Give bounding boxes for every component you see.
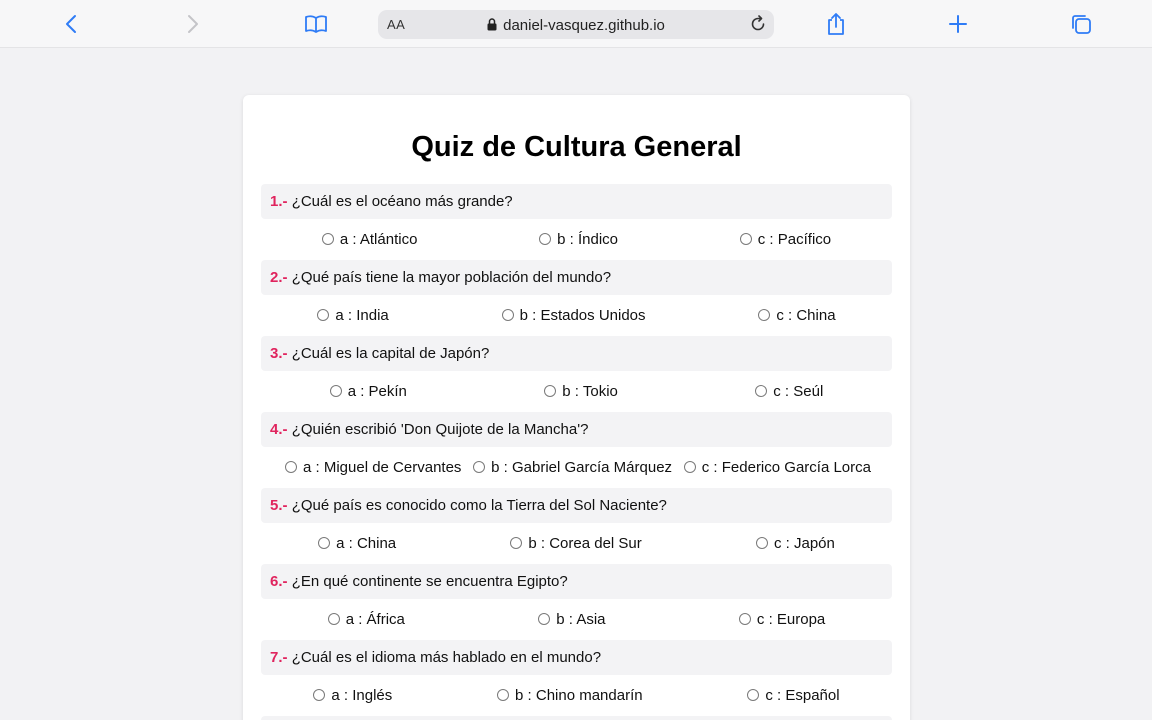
url-display[interactable]	[378, 17, 774, 34]
question-number: 7.-	[270, 649, 288, 666]
question-text: ¿Qué país es conocido como la Tierra del Sol Naciente?	[291, 497, 667, 514]
answer-option[interactable]	[473, 459, 672, 476]
reload-button[interactable]	[746, 12, 770, 36]
text-size-button[interactable]: AA	[387, 17, 406, 32]
answer-options	[261, 295, 892, 335]
quiz-card	[243, 95, 910, 720]
question-header	[261, 640, 892, 675]
radio-button[interactable]	[756, 537, 768, 549]
answer-label: b : Gabriel García Márquez	[491, 458, 673, 476]
forward-button[interactable]	[179, 10, 207, 38]
question	[261, 336, 892, 412]
question-text: ¿En qué continente se encuentra Egipto?	[291, 573, 568, 590]
url-text: daniel-vasquez.github.io	[503, 17, 665, 34]
radio-button[interactable]	[317, 309, 329, 321]
answer-option[interactable]	[497, 687, 643, 704]
back-button[interactable]	[57, 10, 85, 38]
answer-label: a : África	[345, 610, 405, 628]
question	[261, 184, 892, 260]
answer-label: a : Atlántico	[339, 230, 418, 248]
bookmarks-button[interactable]	[302, 10, 330, 38]
answer-label: c : Japón	[774, 534, 835, 552]
radio-button[interactable]	[328, 613, 340, 625]
question-header	[261, 488, 892, 523]
radio-button[interactable]	[473, 461, 485, 473]
answer-option[interactable]	[510, 535, 641, 552]
answer-options	[261, 219, 892, 259]
answer-options	[261, 523, 892, 563]
answer-option[interactable]	[285, 459, 461, 476]
book-icon	[304, 14, 328, 34]
reload-icon	[749, 15, 767, 33]
answer-options	[261, 599, 892, 639]
lock-icon	[487, 18, 497, 31]
answer-option[interactable]	[740, 231, 831, 248]
question-text: ¿Quién escribió 'Don Quijote de la Mancha'?	[291, 421, 589, 438]
answer-label: c : Federico García Lorca	[701, 458, 871, 476]
answer-label: a : India	[335, 306, 389, 324]
question	[261, 260, 892, 336]
answer-option[interactable]	[502, 307, 646, 324]
plus-icon	[948, 14, 968, 34]
answer-label: c : Pacífico	[757, 230, 832, 248]
answer-label: a : Miguel de Cervantes	[303, 458, 462, 476]
question-header	[261, 412, 892, 447]
question-text: ¿Cuál es el océano más grande?	[291, 193, 513, 210]
question	[261, 412, 892, 488]
question-number: 3.-	[270, 345, 288, 362]
question-text: ¿Cuál es el idioma más hablado en el mundo?	[291, 649, 602, 666]
answer-option[interactable]	[756, 535, 835, 552]
radio-button[interactable]	[502, 309, 514, 321]
answer-label: b : Índico	[557, 230, 619, 248]
question-header	[261, 564, 892, 599]
answer-option[interactable]	[328, 611, 405, 628]
answer-option[interactable]	[317, 307, 388, 324]
radio-button[interactable]	[497, 689, 509, 701]
answer-label: a : Pekín	[347, 382, 407, 400]
radio-button[interactable]	[510, 537, 522, 549]
answer-options	[261, 675, 892, 715]
answer-option[interactable]	[538, 611, 605, 628]
address-bar[interactable]	[378, 10, 774, 39]
answer-option[interactable]	[539, 231, 618, 248]
answer-label: a : China	[336, 534, 397, 552]
answer-label: b : Estados Unidos	[519, 306, 646, 324]
question-header	[261, 336, 892, 371]
question	[261, 564, 892, 640]
radio-button[interactable]	[330, 385, 342, 397]
answer-label: b : Asia	[556, 610, 606, 628]
question-header	[261, 716, 892, 720]
answer-option[interactable]	[684, 459, 871, 476]
answer-label: b : Tokio	[562, 382, 618, 400]
question-number: 2.-	[270, 269, 288, 286]
radio-button[interactable]	[318, 537, 330, 549]
question-number: 6.-	[270, 573, 288, 590]
answer-label: c : China	[776, 306, 836, 324]
radio-button[interactable]	[755, 385, 767, 397]
page-title: Quiz de Cultura General	[411, 131, 742, 163]
answer-label: c : Europa	[756, 610, 826, 628]
answer-option[interactable]	[758, 307, 835, 324]
browser-toolbar	[0, 0, 1152, 48]
answer-label: c : Seúl	[773, 382, 824, 400]
question-header	[261, 260, 892, 295]
tabs-overview-button[interactable]	[1067, 10, 1095, 38]
radio-button[interactable]	[747, 689, 759, 701]
answer-option[interactable]	[318, 535, 396, 552]
question-number: 5.-	[270, 497, 288, 514]
answer-option[interactable]	[330, 383, 407, 400]
tabs-icon	[1070, 13, 1092, 35]
answer-options	[261, 447, 892, 487]
radio-button[interactable]	[740, 233, 752, 245]
share-icon	[826, 12, 846, 36]
question-list	[261, 184, 892, 720]
radio-button[interactable]	[544, 385, 556, 397]
answer-label: a : Inglés	[331, 686, 393, 704]
radio-button[interactable]	[285, 461, 297, 473]
radio-button[interactable]	[758, 309, 770, 321]
question-header	[261, 184, 892, 219]
answer-label: c : Español	[765, 686, 840, 704]
answer-option[interactable]	[322, 231, 418, 248]
question-text: ¿Qué país tiene la mayor población del mundo?	[291, 269, 612, 286]
answer-option[interactable]	[544, 383, 618, 400]
answer-option[interactable]	[755, 383, 823, 400]
question-number: 4.-	[270, 421, 288, 438]
answer-options	[261, 371, 892, 411]
answer-label: b : Corea del Sur	[528, 534, 642, 552]
question	[261, 640, 892, 716]
answer-option[interactable]	[313, 687, 392, 704]
radio-button[interactable]	[684, 461, 696, 473]
new-tab-button[interactable]	[944, 10, 972, 38]
question-number: 1.-	[270, 193, 288, 210]
radio-button[interactable]	[313, 689, 325, 701]
radio-button[interactable]	[539, 233, 551, 245]
answer-option[interactable]	[747, 687, 839, 704]
chevron-left-icon	[64, 14, 78, 34]
radio-button[interactable]	[322, 233, 334, 245]
share-button[interactable]	[822, 10, 850, 38]
question	[261, 488, 892, 564]
radio-button[interactable]	[538, 613, 550, 625]
answer-option[interactable]	[739, 611, 825, 628]
question-text: ¿Cuál es la capital de Japón?	[291, 345, 490, 362]
chevron-right-icon	[186, 14, 200, 34]
radio-button[interactable]	[739, 613, 751, 625]
question-partial	[261, 716, 892, 720]
answer-label: b : Chino mandarín	[515, 686, 643, 704]
